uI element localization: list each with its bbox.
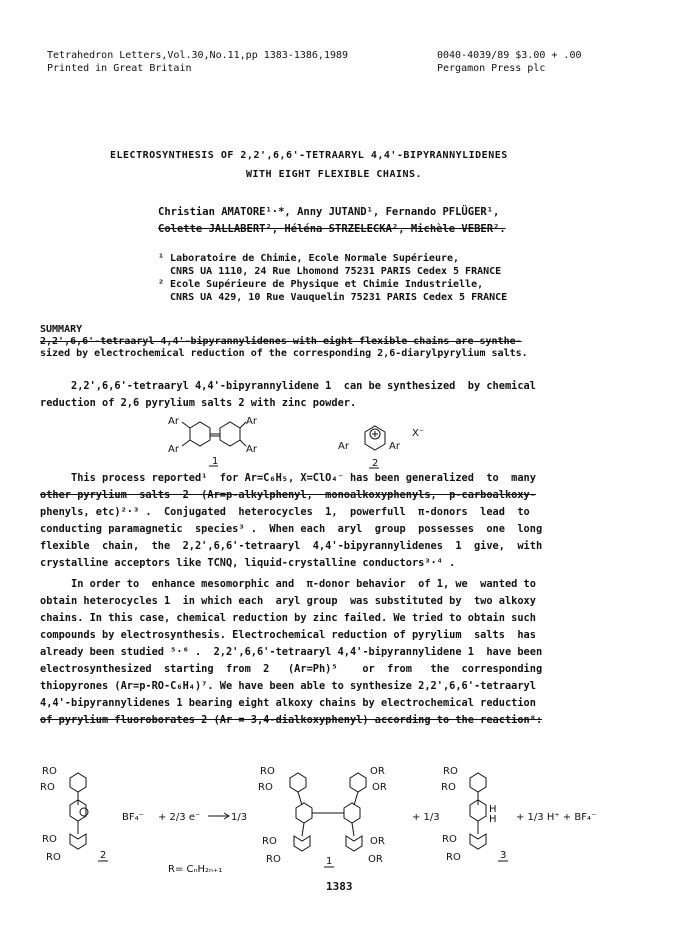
article-title-line-2: WITH EIGHT FLEXIBLE CHAINS. (246, 169, 423, 180)
ro-label: RO (46, 852, 61, 863)
ro-label: RO (262, 836, 277, 847)
paragraph-3-line-5: already been studied ⁵·⁶ . 2,2',6,6'-tetraaryl 4,4'-bipyrannylidene 1 have been (40, 646, 543, 658)
or-label: OR (370, 836, 385, 847)
paragraph-3-line-3: chains. In this case, chemical reduction by zinc failed. We tried to obtain such (40, 612, 536, 624)
ro-label: RO (42, 834, 57, 845)
article-title-line-1: ELECTROSYNTHESIS OF 2,2',6,6'-TETRAARYL 4,4'-BIPYRANNYLIDENES (110, 150, 508, 161)
ro-label: RO (266, 854, 281, 865)
h-label: H (489, 804, 497, 815)
compound-number-2: 2 (100, 850, 107, 861)
affiliation-2-line-2: CNRS UA 429, 10 Rue Vauquelin 75231 PARIS Cedex 5 FRANCE (158, 292, 508, 303)
ar-top-left: Ar (168, 416, 179, 427)
ro-label: RO (441, 782, 456, 793)
ro-label: RO (260, 766, 275, 777)
h-label: H (489, 814, 497, 825)
paragraph-3-line-4: compounds by electrosynthesis. Electrochemical reduction of pyrylium salts has (40, 629, 536, 641)
summary-heading: SUMMARY (40, 324, 83, 335)
coefficient-1-3: 1/3 (231, 812, 248, 823)
publisher: Pergamon Press plc (437, 63, 546, 74)
ro-label: RO (40, 782, 55, 793)
ro-label: RO (42, 766, 57, 777)
bf4-anion: BF₄⁻ (122, 812, 144, 823)
paragraph-3-line-9: of pyrylium fluoroborates 2 (Ar = 3,4-dialkoxyphenyl) according to the reaction⁸: (40, 714, 543, 726)
ro-label: RO (443, 766, 458, 777)
ar-bottom-left: Ar (168, 444, 179, 455)
paragraph-3-line-1: In order to enhance mesomorphic and π-donor behavior of 1, we wanted to (40, 578, 536, 590)
pyran-3 (441, 766, 508, 863)
ro-label: RO (446, 852, 461, 863)
pyrylium-ring (365, 426, 385, 450)
summary-line-1: 2,2',6,6'-tetraaryl 4,4'-bipyrannylidenes with eight flexible chains are synthe- (40, 336, 522, 347)
r-definition: R= CₙH₂ₙ₊₁ (168, 864, 223, 875)
paragraph-2-line-4: conducting paramagnetic species³ . When each aryl group possesses one long (40, 523, 543, 535)
paragraph-3-line-6: electrosynthesized starting from 2 (Ar=Ph)⁵ or from the corresponding (40, 663, 543, 675)
ar-left-pyrylium: Ar (338, 441, 349, 452)
compound-number-3: 3 (500, 850, 507, 861)
authors-line-1: Christian AMATORE¹·*, Anny JUTAND¹, Fernando PFLÜGER¹, (158, 206, 500, 218)
proton-bf4-term: + 1/3 H⁺ + BF₄⁻ (516, 812, 597, 823)
paragraph-2-line-2: other pyrylium salts 2 (Ar=p-alkylphenyl, monoalkoxyphenyls, p-carboalkoxy- (40, 489, 536, 501)
reaction-scheme (40, 760, 670, 880)
or-label: OR (370, 766, 385, 777)
journal-citation: Tetrahedron Letters,Vol.30,No.11,pp 1383-1386,1989 (47, 50, 349, 61)
paragraph-3-line-7: thiopyrones (Ar=p-RO-C₆H₄)⁷. We have been able to synthesize 2,2',6,6'-tetraaryl (40, 680, 536, 692)
coefficient-plus-1-3: + 1/3 (412, 812, 440, 823)
paragraph-2-line-1: This process reported¹ for Ar=C₆H₅, X=ClO₄⁻ has been generalized to many (40, 472, 536, 484)
paragraph-3-line-2: obtain heterocycles 1 in which each aryl group was substituted by two alkoxy (40, 595, 536, 607)
paragraph-2-line-5: flexible chain, the 2,2',6,6'-tetraaryl 4,4'-bipyrannylidenes 1 give, with (40, 540, 543, 552)
or-label: OR (368, 854, 383, 865)
summary-line-2: sized by electrochemical reduction of the corresponding 2,6-diarylpyrylium salts. (40, 348, 528, 359)
compound-number-1: 1 (212, 456, 219, 467)
paragraph-3-line-8: 4,4'-bipyrannylidenes 1 bearing eight alkoxy chains by electrochemical reduction (40, 697, 536, 709)
ro-label: RO (442, 834, 457, 845)
bipyrannylidene-1 (258, 766, 387, 867)
or-label: OR (372, 782, 387, 793)
compound-number-2: 2 (372, 458, 379, 469)
ro-label: RO (258, 782, 273, 793)
ar-right-pyrylium: Ar (389, 441, 400, 452)
electron-term: + 2/3 e⁻ (158, 812, 201, 823)
compound-number-1: 1 (326, 856, 333, 867)
paragraph-1-line-1: 2,2',6,6'-tetraaryl 4,4'-bipyrannylidene 1 can be synthesized by chemical (40, 380, 536, 392)
ar-bottom-right: Ar (246, 444, 257, 455)
pyrylium-salt-2 (40, 766, 108, 863)
affiliation-1-line-1: ¹ Laboratoire de Chimie, Ecole Normale Supérieure, (158, 253, 460, 264)
pyran-ring-right (220, 422, 240, 446)
authors-line-2: Colette JALLABERT², Héléna STRZELECKA², Michèle VEBER². (158, 223, 506, 235)
paragraph-2-line-6: crystalline acceptors like TCNQ, liquid-crystalline conductors³·⁴ . (40, 557, 456, 569)
structure-figure-1 (160, 412, 440, 470)
pyran-ring-left (190, 422, 210, 446)
affiliation-1-line-2: CNRS UA 1110, 24 Rue Lhomond 75231 PARIS Cedex 5 FRANCE (158, 266, 502, 277)
page-number: 1383 (326, 880, 353, 893)
paragraph-2-line-3: phenyls, etc)²·³ . Conjugated heterocycles 1, powerfull π-donors lead to (40, 506, 530, 518)
article-code: 0040-4039/89 $3.00 + .00 (437, 50, 582, 61)
affiliation-2-line-1: ² Ecole Supérieure de Physique et Chimie Industrielle, (158, 279, 484, 290)
anion-x: X⁻ (412, 428, 425, 439)
printed-location: Printed in Great Britain (47, 63, 192, 74)
ar-top-right: Ar (246, 416, 257, 427)
paragraph-1-line-2: reduction of 2,6 pyrylium salts 2 with zinc powder. (40, 397, 357, 409)
